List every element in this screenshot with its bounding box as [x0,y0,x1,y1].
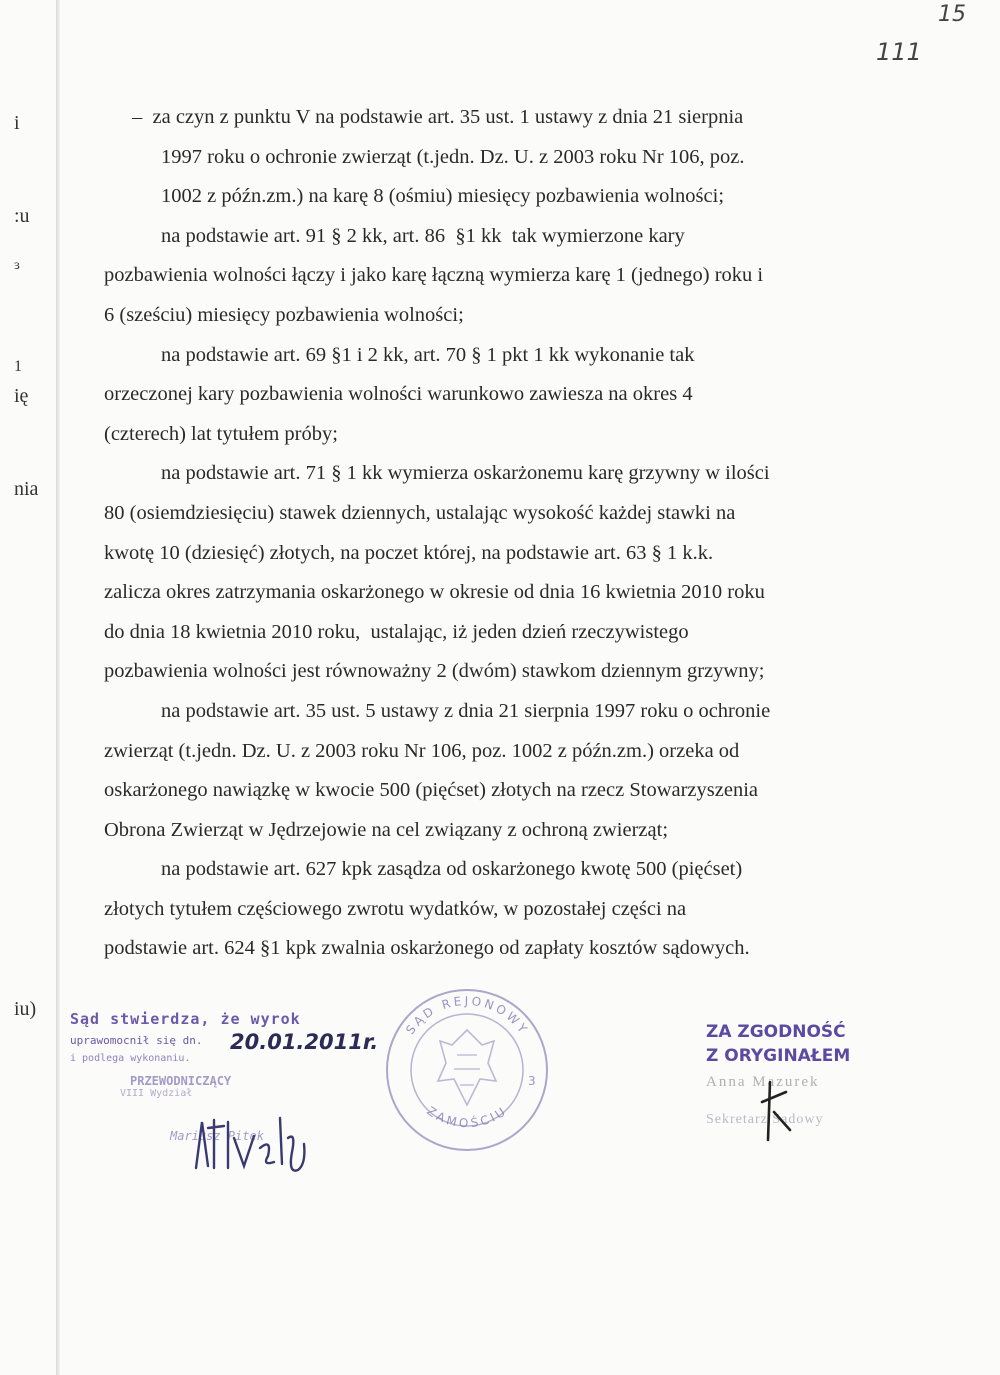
text-line: Obrona Zwierząt w Jędrzejowie na cel związany z ochroną zwierząt; [104,818,669,841]
page-edge [56,0,60,1375]
stamp-line: PRZEWODNICZĄCY [130,1074,232,1088]
text-line: – za czyn z punktu V na podstawie art. 35 ust. 1 ustawy z dnia 21 sierpnia [132,106,744,128]
page-number-top: 15 [938,2,966,27]
text-line: złotych tytułem częściowego zwrotu wydatków, w pozostałej części na [104,897,687,920]
margin-fragment: iu) [14,998,37,1020]
svg-text:ZAMOŚCIU [424,1103,510,1130]
stamp-line: ZA ZGODNOŚĆ [706,1022,846,1042]
text-line: orzeczonej kary pozbawienia wolności warunkowo zawiesza na okres 4 [104,383,693,406]
margin-fragment: 1 [14,358,22,375]
stamp-line: Z ORYGINAŁEM [706,1046,851,1066]
text-line: na podstawie art. 69 §1 i 2 kk, art. 70 § 1 pkt 1 kk wykonanie tak [161,343,695,366]
seal-text-top: SĄD REJONOWY [403,993,532,1038]
stamp-line: VIII Wydział [120,1088,193,1099]
handwritten-date: 20.01.2011r. [230,1030,379,1054]
seal-number: 3 [528,1074,536,1088]
text-line: 1997 roku o ochronie zwierząt (t.jedn. Dz. U. z 2003 roku Nr 106, poz. [161,145,745,168]
text-line: pozbawienia wolności łączy i jako karę łączną wymierza karę 1 (jednego) roku i [104,264,764,287]
court-seal [382,985,552,1155]
stamp-name: Anna Mazurek [706,1074,820,1090]
stamp-role: Sekretarz Sądowy [706,1112,824,1127]
text-line: (czterech) lat tytułem próby; [104,422,338,445]
margin-fragment: :u [14,205,30,227]
stamp-line: uprawomocnił się dn. [70,1034,203,1047]
margin-fragment: nia [14,478,39,500]
text-line: zalicza okres zatrzymania oskarżonego w okresie od dnia 16 kwietnia 2010 roku [104,581,765,604]
text-line: 6 (sześciu) miesięcy pozbawienia wolności; [104,303,464,326]
text-line: 1002 z późn.zm.) na karę 8 (ośmiu) miesięcy pozbawienia wolności; [161,185,725,208]
text-line: na podstawie art. 35 ust. 5 ustawy z dnia 21 sierpnia 1997 roku o ochronie [161,699,771,722]
text-line: kwotę 10 (dziesięć) złotych, na poczet której, na podstawie art. 63 § 1 k.k. [104,541,714,564]
page-number-second: 111 [876,38,922,66]
margin-fragment: ɜ [14,258,20,273]
judgment-text [104,98,844,969]
seal-text-bottom: ZAMOŚCIU [424,1103,511,1131]
text-line: na podstawie art. 71 § 1 kk wymierza oskarżonemu karę grzywny w ilości [161,462,770,485]
text-line: podstawie art. 624 §1 kpk zwalnia oskarżonego od zapłaty kosztów sądowych. [104,937,750,960]
text-line: na podstawie art. 627 kpk zasądza od oskarżonego kwotę 500 (pięćset) [161,858,743,881]
signature-left [188,1108,318,1183]
margin-fragment: i [14,112,20,134]
signature-right [756,1078,796,1144]
margin-fragment: ię [14,385,29,407]
text-line: zwierząt (t.jedn. Dz. U. z 2003 roku Nr 106, poz. 1002 z późn.zm.) orzeka od [104,739,740,762]
text-line: oskarżonego nawiązkę w kwocie 500 (pięćset) złotych na rzecz Stowarzyszenia [104,779,758,802]
stamp-line: Sąd stwierdza, że wyrok [70,1010,301,1028]
text-line: na podstawie art. 91 § 2 kk, art. 86 §1 kk tak wymierzone kary [161,224,685,247]
text-line: 80 (osiemdziesięciu) stawek dziennych, ustalając wysokość każdej stawki na [104,501,736,524]
stamp-line: Mariusz Pitek [170,1129,264,1143]
stamp-line: i podlega wykonaniu. [70,1053,191,1064]
text-line: pozbawienia wolności jest równoważny 2 (dwóm) stawkom dziennym grzywny; [104,660,765,683]
text-line: do dnia 18 kwietnia 2010 roku, ustalając, iż jeden dzień rzeczywistego [104,620,689,643]
